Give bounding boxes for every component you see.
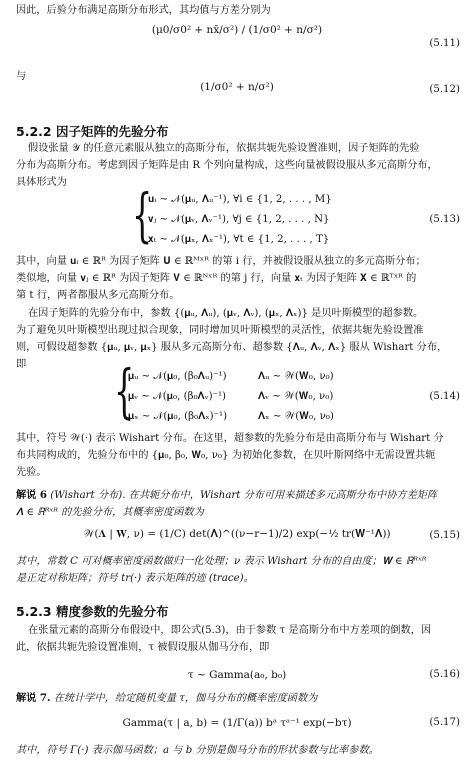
text-line: 布共同构成的，先验分布中的 {𝛍₀, β₀, 𝐖₀, ν₀} 为初始化参数，在贝叶斯网络中无需设置共轭 — [16, 450, 436, 461]
remark-line: 是正定对称矩阵；符号 tr(·) 表示矩阵的迹 (trace)。 — [16, 573, 254, 584]
equation-row: 𝐮ᵢ ∼ 𝒩(𝛍ᵤ, 𝚲ᵤ⁻¹), ∀i ∈ {1, 2, . . . , M} — [148, 194, 332, 205]
equation-number: (5.15) — [429, 530, 460, 541]
text-line: 则，可假设超参数 {𝛍ᵤ, 𝛍ᵥ, 𝛍ₓ} 服从多元高斯分布、超参数 {𝚲ᵤ, 𝚲ᵥ, 𝚲ₓ} 服从 Wishart 分布， — [16, 342, 448, 353]
equation-5-15: 𝒲(𝚲 | 𝐖, ν) = (1/C) det(𝚲)^((ν−r−1)/2) exp(−½ tr(𝐖⁻¹𝚲)) — [83, 528, 391, 540]
equation-number: (5.14) — [429, 391, 460, 402]
text-line: 类似地，向量 𝐯ⱼ ∈ ℝᴿ 为因子矩阵 𝐕 ∈ ℝᴺˣᴿ 的第 j 行，向量 𝐱ₜ 为因子矩阵 𝐗 ∈ ℝᵀˣᴿ 的 — [16, 273, 417, 284]
equation-row: 𝚲ᵤ ∼ 𝒲(𝐖₀, ν₀) — [258, 371, 334, 382]
text-line: 在因子矩阵的先验分布中，参数 {(𝛍ᵤ, 𝚲ᵤ), (𝛍ᵥ, 𝚲ᵥ), (𝛍ₓ, 𝚲ₓ)} 是贝叶斯模型的超参数。 — [28, 308, 424, 319]
equation-row: 𝛍ᵤ ∼ 𝒩(𝛍₀, (β₀𝚲ᵤ)⁻¹) — [128, 371, 227, 382]
text-line: 此，依据共轭先验设置准则，τ 被假设服从伽马分布，即 — [16, 642, 270, 653]
left-brace: { — [132, 181, 153, 249]
text-line: 与 — [16, 71, 27, 82]
equation-row: 𝚲ₓ ∼ 𝒲(𝐖₀, ν₀) — [258, 411, 334, 422]
text-line: 在张量元素的高斯分布假设中，即公式(5.3)，由于参数 τ 是高斯分布中方差项的倒数，因 — [28, 625, 432, 636]
remark-line: 其中，常数 C 可对概率密度函数做归一化处理；ν 表示 Wishart 分布的自由度；𝐖 ∈ ℝᴿˣᴿ — [16, 556, 427, 567]
equation-5-11: (μ0/σ0² + nx̄/σ²) / (1/σ0² + n/σ²) — [151, 24, 323, 36]
text-line: 其中，向量 𝐮ᵢ ∈ ℝᴿ 为因子矩阵 𝐔 ∈ ℝᴹˣᴿ 的第 i 行，并被假设服从独立的多元高斯分布； — [16, 256, 426, 267]
equation-row: 𝛍ᵥ ∼ 𝒩(𝛍₀, (β₀𝚲ᵥ)⁻¹) — [128, 391, 227, 402]
left-brace: { — [114, 357, 135, 425]
equation-number: (5.16) — [429, 669, 460, 680]
equation-number: (5.17) — [429, 717, 460, 728]
equation-number: (5.11) — [429, 38, 460, 49]
text-line: 具体形式为 — [16, 177, 67, 188]
remark-text: (Wishart 分布). 在共轭分布中，Wishart 分布可用来描述多元高斯分布中协方差矩阵 — [47, 490, 438, 501]
equation-number: (5.13) — [429, 214, 460, 225]
remark-label: 解说 7. — [16, 692, 51, 704]
remark-line — [16, 692, 317, 705]
equation-row: 𝐯ⱼ ∼ 𝒩(𝛍ᵥ, 𝚲ᵥ⁻¹), ∀j ∈ {1, 2, . . . , N} — [148, 214, 330, 225]
text-line: 因此，后验分布满足高斯分布形式，其均值与方差分别为 — [16, 5, 271, 16]
remark-label: 解说 6 — [16, 489, 48, 501]
text-line: 为了避免贝叶斯模型出现过拟合现象，同时增加贝叶斯模型的灵活性，依据共轭先验设置准 — [16, 325, 424, 336]
text-line: 先验。 — [16, 467, 47, 478]
equation-5-16: τ ∼ Gamma(a₀, b₀) — [187, 669, 287, 681]
text-line: 第 t 行，两者都服从多元高斯分布。 — [16, 290, 180, 301]
section-heading: 5.2.2 因子矩阵的先验分布 — [16, 124, 169, 139]
equation-5-12: (1/σ0² + n/σ²) — [200, 81, 274, 93]
remark-line — [16, 489, 437, 502]
equation-row: 𝛍ₓ ∼ 𝒩(𝛍₀, (β₀𝚲ₓ)⁻¹) — [128, 411, 228, 422]
remark-line: 𝚲 ∈ ℝᴿˣᴿ 的先验分布，其概率密度函数为 — [16, 507, 204, 518]
equation-row: 𝚲ᵥ ∼ 𝒲(𝐖₀, ν₀) — [258, 391, 334, 402]
remark-line: 其中，符号 Γ(·) 表示伽马函数；a 与 b 分别是伽马分布的形状参数与比率参数。 — [16, 745, 379, 756]
equation-row: 𝐱ₜ ∼ 𝒩(𝛍ₓ, 𝚲ₓ⁻¹), ∀t ∈ {1, 2, . . . , T} — [148, 234, 330, 245]
text-line: 即 — [16, 359, 27, 370]
equation-number: (5.12) — [429, 84, 460, 95]
remark-text: 在统计学中，给定随机变量 τ，伽马分布的概率密度函数为 — [50, 693, 318, 704]
section-heading: 5.2.3 精度参数的先验分布 — [16, 604, 169, 619]
equation-5-17: Gamma(τ | a, b) = (1/Γ(a)) bᵃ τᵃ⁻¹ exp(−bτ) — [122, 717, 352, 729]
text-line: 分布为高斯分布。考虑到因子矩阵是由 R 个列向量构成，这些向量被假设服从多元高斯分布， — [16, 160, 438, 171]
text-line: 其中，符号 𝒲(·) 表示 Wishart 分布。在这里，超参数的先验分布是由高斯分布与 Wishart 分 — [16, 433, 444, 444]
text-line: 假设张量 𝒴 的任意元素服从独立的高斯分布，依据共轭先验设置准则，因子矩阵的先验 — [28, 143, 420, 154]
